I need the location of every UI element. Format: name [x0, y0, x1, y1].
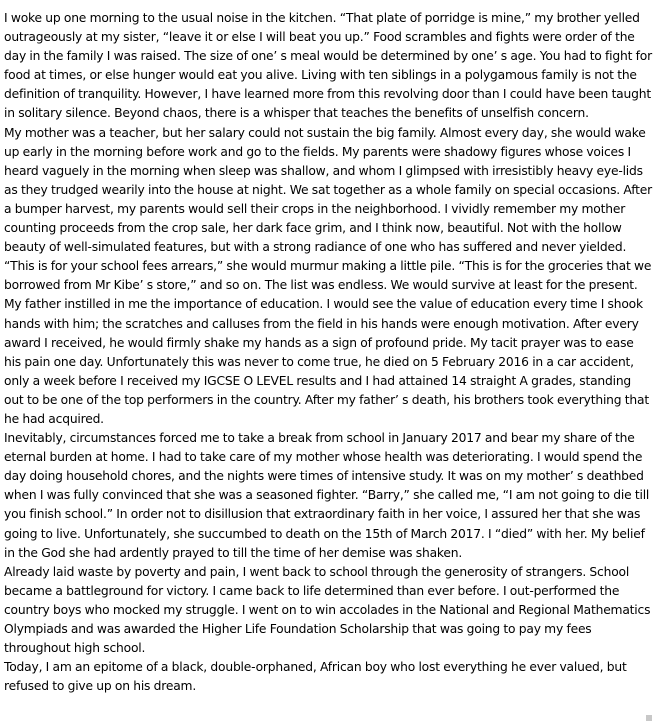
essay-document: [4, 9, 652, 696]
paragraph-mother-teacher: My mother was a teacher, but her salary could not sustain the big family. Almost every day, she would wake up early in the morning before work and go to the fields. My parents were shadowy figures whose voices I heard vaguely in the morning when sleep was shallow, and whom I glimpsed with irresistibly heavy eye-lids as they trudged wearily into the house at night. We sat together as a whole family on special occasions. After a bumper harvest, my parents would sell their crops in the neighborhood. I vividly remember my mother counting proceeds from the crop sale, her dark face grim, and I think now, beautiful. Not with the hollow beauty of well-simulated features, but with a strong radiance of one who has suffered and never yielded. “This is for your school fees arrears,” she would murmur making a little pile. “This is for the groceries that we borrowed from Mr Kibe’ s store,” and so on. The list was endless. We would survive at least for the present.: [4, 125, 652, 293]
paragraph-school-break: Inevitably, circumstances forced me to take a break from school in January 2017 and bear my share of the eternal burden at home. I had to take care of my mother whose health was deteriorating. I would spend the day doing household chores, and the nights were times of intensive study. It was on my mother’ s deathbed when I was fully convinced that she was a seasoned fighter. “Barry,” she called me, “I am not going to die till you finish school.” In order not to disillusion that extraordinary faith in her voice, I assured her that she was going to live. Unfortunately, she succumbed to death on the 15th of March 2017. I “died” with her. My belief in the God she had ardently prayed to till the time of her demise was shaken.: [4, 431, 650, 560]
paragraph-father-education: My father instilled in me the importance of education. I would see the value of education every time I shook hands with him; the scratches and calluses from the field in his hands were enough motivation. After every award I received, he would firmly shake my hands as a sign of profound pride. My tacit prayer was to ease his pain one day. Unfortunately this was never to come true, he died on 5 February 2016 in a car accident, only a week before I received my IGCSE O LEVEL results and I had attained 14 straight A grades, standing out to be one of the top performers in the country. After my father’ s death, his brothers took everything that he had acquired.: [4, 297, 649, 426]
resize-grip: [646, 715, 652, 721]
paragraph-childhood-kitchen: I woke up one morning to the usual noise in the kitchen. “That plate of porridge is mine,” my brother yelled outrageously at my sister, “leave it or else I will beat you up.” Food scrambles and fights were order of the day in the family I was raised. The size of one’ s meal would be determined by one’ s age. You had to fight for food at times, or else hunger would eat you alive. Living with ten siblings in a polygamous family is not the definition of tranquility. However, I have learned more from this revolving door than I could have been taught in solitary silence. Beyond chaos, there is a whisper that teaches the benefits of unselfish concern.: [4, 11, 652, 121]
paragraph-conclusion: Today, I am an epitome of a black, double-orphaned, African boy who lost everything he ever valued, but refused to give up on his dream.: [4, 660, 627, 694]
paragraph-back-to-school: Already laid waste by poverty and pain, I went back to school through the generosity of strangers. School became a battleground for victory. I came back to life determined than ever before. I out-performed the country boys who mocked my struggle. I went on to win accolades in the National and Regional Mathematics Olympiads and was awarded the Higher Life Foundation Scholarship that was going to pay my fees throughout high school.: [4, 564, 651, 656]
